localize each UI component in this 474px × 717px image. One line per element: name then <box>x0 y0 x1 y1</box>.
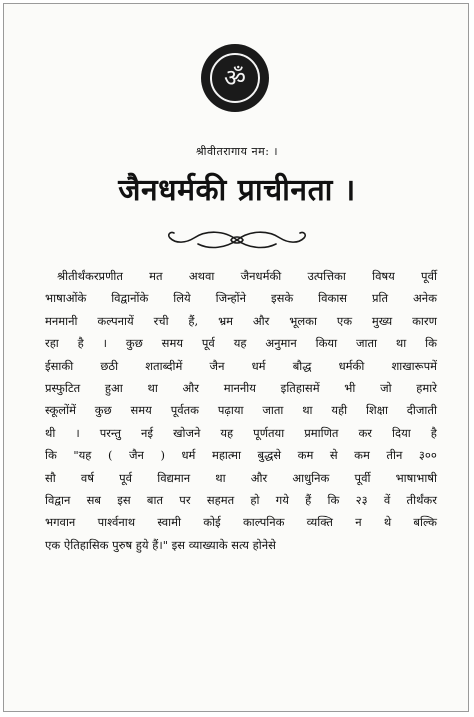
text-line: एक ऐतिहासिक पुरुष हुये हैं।" इस व्याख्याके सत्य होनेसे <box>45 537 276 552</box>
body-paragraph <box>45 265 437 556</box>
text-line: मनमानी कल्पनायें रची हैं, भ्रम और भूलका एक मुख्य कारण <box>45 313 437 328</box>
text-line: ईसाकी छठी शताब्दीमें जैन धर्म बौद्ध धर्मकी शाखारूपमें <box>45 358 437 373</box>
om-seal-ring <box>210 53 260 103</box>
text-line: स्कूलोंमें कुछ समय पूर्वतक पढ़ाया जाता था यही शिक्षा दीजाती <box>45 403 437 418</box>
text-line: रहा है । कुछ समय पूर्व यह अनुमान किया जाता था कि <box>45 336 437 351</box>
text-line: विद्वान सब इस बात पर सहमत हो गये हैं कि २३ वें तीर्थंकर <box>45 492 437 507</box>
text-line: थी । परन्तु नई खोजने यह पूर्णतया प्रमाणित कर दिया है <box>45 425 437 440</box>
text-line: श्रीतीर्थंकरप्रणीत मत अथवा जैनधर्मकी उत्पत्तिका विषय पूर्वी <box>57 269 437 283</box>
text-line: भाषाओंके विद्वानोंके लिये जिन्होंने इसके विकास प्रति अनेक <box>45 291 437 306</box>
invocation-line: श्रीवीतरागाय नम: । <box>195 145 279 158</box>
om-seal-icon <box>201 44 269 112</box>
page-title: जैनधर्मकी प्राचीनता । <box>118 173 356 208</box>
text-line: सौ वर्ष पूर्व विद्यमान था और आधुनिक पूर्वी भाषाभाषी <box>45 470 437 485</box>
flourish-divider-icon <box>164 226 310 254</box>
text-line: भगवान पार्श्वनाथ स्वामी कोई काल्पनिक व्यक्ति न थे बल्कि <box>45 515 437 530</box>
text-line: कि "यह ( जैन ) धर्म महात्मा बुद्धसे कम से कम तीन ३०० <box>45 448 437 463</box>
om-glyph: ॐ <box>224 64 246 92</box>
text-line: प्रस्फुटित हुआ था और माननीय इतिहासमें भी जो हमारे <box>45 380 437 395</box>
